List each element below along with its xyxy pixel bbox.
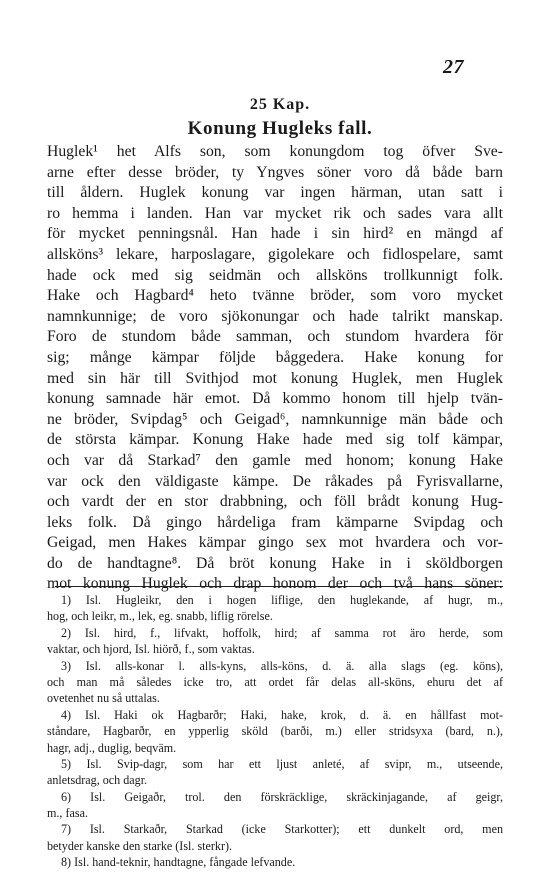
- footnote-line: 7) Isl. Starkaðr, Starkad (icke Starkotter); ett dunkelt ord, men: [61, 822, 503, 837]
- footnote-line: hog, och leikr, m., lek, eg. snabb, liflig rörelse.: [47, 609, 273, 624]
- body-line: till åldern. Huglek konung var ingen härman, utan satt i: [47, 184, 503, 202]
- body-line: och vardt der en stor drabbning, och föll brådt konung Hug-: [47, 493, 503, 511]
- body-line: sig; månge kämpar följde båggedera. Hake konung for: [47, 348, 503, 366]
- body-line: Geigad, men Hakes kämpar gingo sex mot hvardera och vor-: [47, 534, 503, 552]
- body-line: ne bröder, Svipdag⁵ och Geigad⁶, namnkunnige män både och: [47, 410, 503, 428]
- chapter-heading: 25 Kap.: [249, 96, 311, 113]
- body-line: namnkunnige; de voro sjökonungar och hade talrikt manskap.: [47, 307, 503, 325]
- body-line: ro hemma i landen. Han var mycket rik och sades vara allt: [47, 204, 503, 222]
- footnote-line: betyder kanske den starke (Isl. sterkr).: [47, 838, 233, 853]
- footnote-line: 5) Isl. Svip-dagr, som har ett ljust anleté, af svipr, m., utseende,: [61, 756, 503, 771]
- footnote-line: 4) Isl. Haki ok Hagbarðr; Haki, hake, krok, d. ä. en hållfast mot-: [61, 707, 503, 722]
- body-line: Huglek¹ het Alfs son, som konungdom tog öfver Sve-: [47, 143, 503, 160]
- body-line: var ock den väldigaste kämpe. De råkades på Fyrisvallarne,: [47, 472, 503, 490]
- footnote-line: m., fasa.: [47, 806, 88, 821]
- footnote-line: vaktar, och hjord, Isl. hiörð, f., som vaktas.: [47, 642, 255, 657]
- body-line: allsköns³ lekare, harposlagare, gigolekare och fidlospelare, samt: [47, 245, 503, 263]
- body-line: do de handtagne⁸. Då bröt konung Hake in i sköldborgen: [47, 554, 503, 572]
- body-line: konung samnade här emot. Då kommo honom till hjelp tvän-: [47, 390, 503, 408]
- footnote-divider: [55, 586, 503, 587]
- body-line: mot konung Huglek och drap honom der och två hans söner:: [47, 575, 503, 593]
- body-line: arne efter desse bröder, ty Yngves söner voro då både barn: [47, 163, 503, 181]
- body-line: Foro de stundom både samman, och stundom hvardera för: [47, 328, 503, 346]
- page-number: 27: [443, 56, 464, 78]
- footnote-line: ovetenhet nu så uttalas.: [47, 691, 160, 706]
- body-line: leks folk. Då gingo hårdeliga fram kämparne Svipdag och: [47, 513, 503, 531]
- chapter-title: Konung Hugleks fall.: [187, 118, 373, 139]
- body-line: och var då Starkad⁷ den gamle med honom; konung Hake: [47, 451, 503, 469]
- footnote-line: 6) Isl. Geigaðr, trol. den förskräcklige, skräckinjagande, af geigr,: [61, 789, 503, 804]
- body-line: Hake och Hagbard⁴ heto tvänne bröder, som voro mycket: [47, 287, 503, 305]
- body-line: för mycket penningsnål. Han hade i sin hird² en mängd af: [47, 225, 503, 243]
- footnote-line: hagr, adj., duglig, beqväm.: [47, 740, 177, 755]
- footnote-line: 3) Isl. alls-konar l. alls-kyns, alls-köns, d. ä. alla slags (eg. köns),: [61, 658, 503, 673]
- footnote-line: anletsdrag, och dagr.: [47, 773, 148, 788]
- footnote-line: 8) Isl. hand-teknir, handtagne, fångade lefvande.: [61, 855, 296, 870]
- body-text: [47, 142, 503, 595]
- body-line: hade ock med sig seidmän och allsköns trollkunnigt folk.: [47, 266, 503, 284]
- footnote-line: ståndare, Hagbarðr, en ypperlig sköld (barði, m.) eller stridsyxa (bard, n.),: [47, 724, 503, 739]
- footnotes: [47, 592, 503, 871]
- footnote-line: 1) Isl. Hugleikr, den i hogen liflige, den huglekande, af hugr, m.,: [61, 593, 503, 607]
- footnote-line: och man må således icke tro, att ordet får delas all-sköns, ehuru det af: [47, 674, 503, 689]
- footnote-line: 2) Isl. hird, f., lifvakt, hoffolk, hird; af samma rot äro herde, som: [61, 625, 503, 640]
- body-line: de största kämpar. Konung Hake hade med sig tolf kämpar,: [47, 431, 503, 449]
- body-line: med sin här till Svithjod mot konung Huglek, men Huglek: [47, 369, 503, 387]
